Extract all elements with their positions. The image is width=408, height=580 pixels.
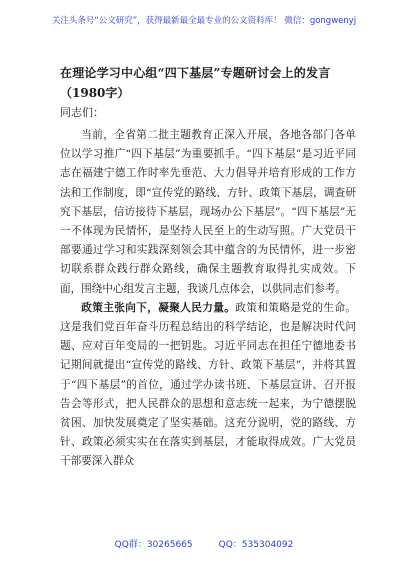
contact-footer — [0, 537, 408, 557]
qq-text: QQ：535304092 — [218, 540, 294, 550]
document-subtitle: （1980字） — [60, 86, 130, 100]
promo-banner — [0, 0, 408, 40]
paragraph-policy — [60, 299, 356, 472]
promo-banner-text: 关注头条号“公文研究”，获得最新最全最专业的公文资料库！ 微信：gongwenyj — [51, 16, 357, 26]
paragraph-policy-text: 政策和策略是党的生命。这是我们党百年奋斗历程总结出的科学结论，也是解决时代问题、应对百年变局的一把钥匙。习近平同志在担任宁德地委书记期间就提出“宣传党的路线、方针、政策下基层”，并将其置于“四下基层”的首位，通过学办读书班、下基层宣讲、召开报告会等形式，把人民群众的思想和意志统一起来，为宁德摆脱贫困、加快发展奠定了坚实基础。这充分说明，党的路线、方针、政策必须实实在在落实到基层，才能取得成效。广大党员干部要深入群众 — [60, 301, 357, 468]
greeting: 同志们： — [60, 106, 104, 119]
paragraph-intro: 当前，全省第二批主题教育正深入开展，各地各部门各单位以学习推广“四下基层”为重要抓手。“四下基层”是习近平同志在福建宁德工作时率先垂范、大力倡导并培育形成的工作方法和工作制度，即“宣传党的路线、方针、政策下基层，调查研究下基层，信访接待下基层，现场办公下基层”。“四下基层”无一不体现为民情怀，是坚持人民至上的生动写照。广大党员干部要通过学习和实践深刻领会其中蕴含的为民情怀，进一步密切联系群众践行群众路线，确保主题教育取得扎实成效。下面，围绕中心组发言主题，我谈几点体会，以供同志们参考。 — [60, 129, 356, 295]
document-body — [60, 126, 356, 472]
document-title: 在理论学习中心组“四下基层”专题研讨会上的发言 — [60, 66, 331, 80]
qq-group-text: QQ群：30265665 — [114, 540, 193, 550]
paragraph-policy-lead: 政策主张向下，凝聚人民力量。 — [81, 301, 236, 314]
